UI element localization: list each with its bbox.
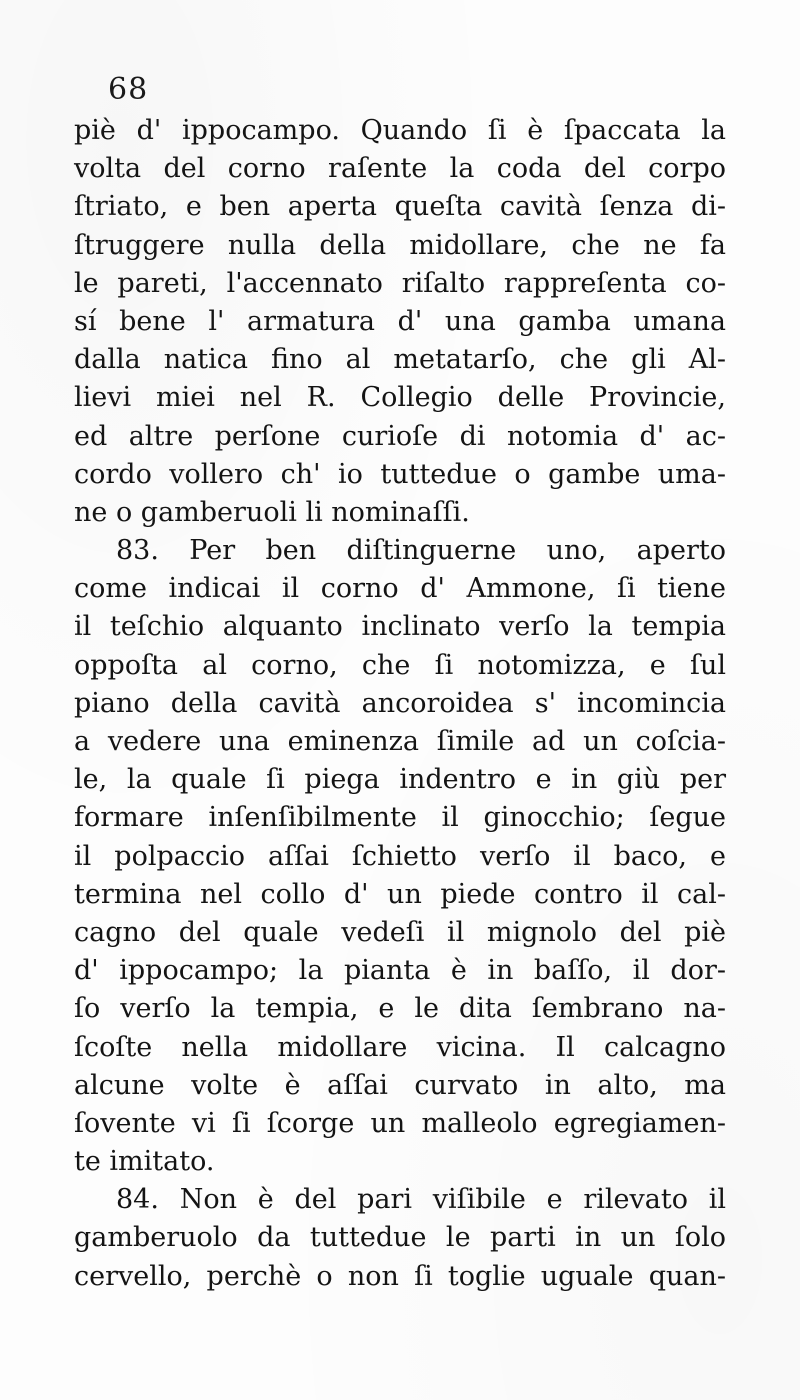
text-line: il polpaccio aſſai ſchietto verſo il baco, e [74,840,726,872]
page-number: 68 [108,72,149,107]
text-line: ed altre perſone curioſe di notomia d' ac- [74,420,726,452]
text-line: a vedere una eminenza ſimile ad un coſcia- [74,726,726,757]
text-line: gamberuolo da tuttedue le parti in un ſolo [74,1222,726,1254]
text-line: piè d' ippocampo. Quando ſi è ſpaccata la [74,115,726,146]
text-line: ſtriato, e ben aperta queſta cavità ſenza di- [74,191,726,223]
paragraph-start-line-84: 84. Non è del pari viſibile e rilevato il [116,1184,726,1216]
body-text [74,112,726,1296]
paragraph-end-line: ne o gamberuoli li nominaſſi. [74,496,470,528]
text-line: oppoſta al corno, che ſi notomizza, e ſul [74,649,726,681]
text-line: cagno del quale vedeſi il mignolo del piè [74,916,726,948]
text-line: il teſchio alquanto inclinato verſo la tempia [74,611,726,643]
text-line: formare inſenſibilmente il ginocchio; ſegue [74,802,726,834]
text-line: come indicai il corno d' Ammone, ſi tiene [74,573,726,605]
text-line: volta del corno raſente la coda del corpo [74,153,726,185]
text-line: dalla natica fino al metatarſo, che gli Al- [74,344,726,376]
text-line: termina nel collo d' un piede contro il cal- [74,878,726,910]
text-line: d' ippocampo; la pianta è in baſſo, il dor- [74,955,726,987]
text-line: lievi miei nel R. Collegio delle Provincie, [74,382,726,414]
text-line: cordo vollero ch' io tuttedue o gambe uma- [74,458,726,490]
text-line: le, la quale ſi piega indentro e in giù per [74,764,726,796]
paragraph-start-line-83: 83. Per ben diſtinguerne uno, aperto [116,535,726,567]
text-line: cervello, perchè o non ſi toglie uguale quan- [74,1260,726,1292]
text-line: alcune volte è aſſai curvato in alto, ma [74,1069,726,1101]
text-line: ſovente vi ſi ſcorge un malleolo egregiamen- [74,1107,726,1139]
text-line: ſtruggere nulla della midollare, che ne fa [74,229,726,261]
text-line: ſcoſte nella midollare vicina. Il calcagno [74,1031,726,1063]
paragraph-end-line: te imitato. [74,1146,215,1178]
text-line: piano della cavità ancoroidea s' incomincia [74,687,726,719]
text-line: ſo verſo la tempia, e le dita ſembrano na- [74,993,726,1025]
text-line: sí bene l' armatura d' una gamba umana [74,305,726,337]
text-line: le pareti, l'accennato riſalto rappreſenta co- [74,267,726,299]
